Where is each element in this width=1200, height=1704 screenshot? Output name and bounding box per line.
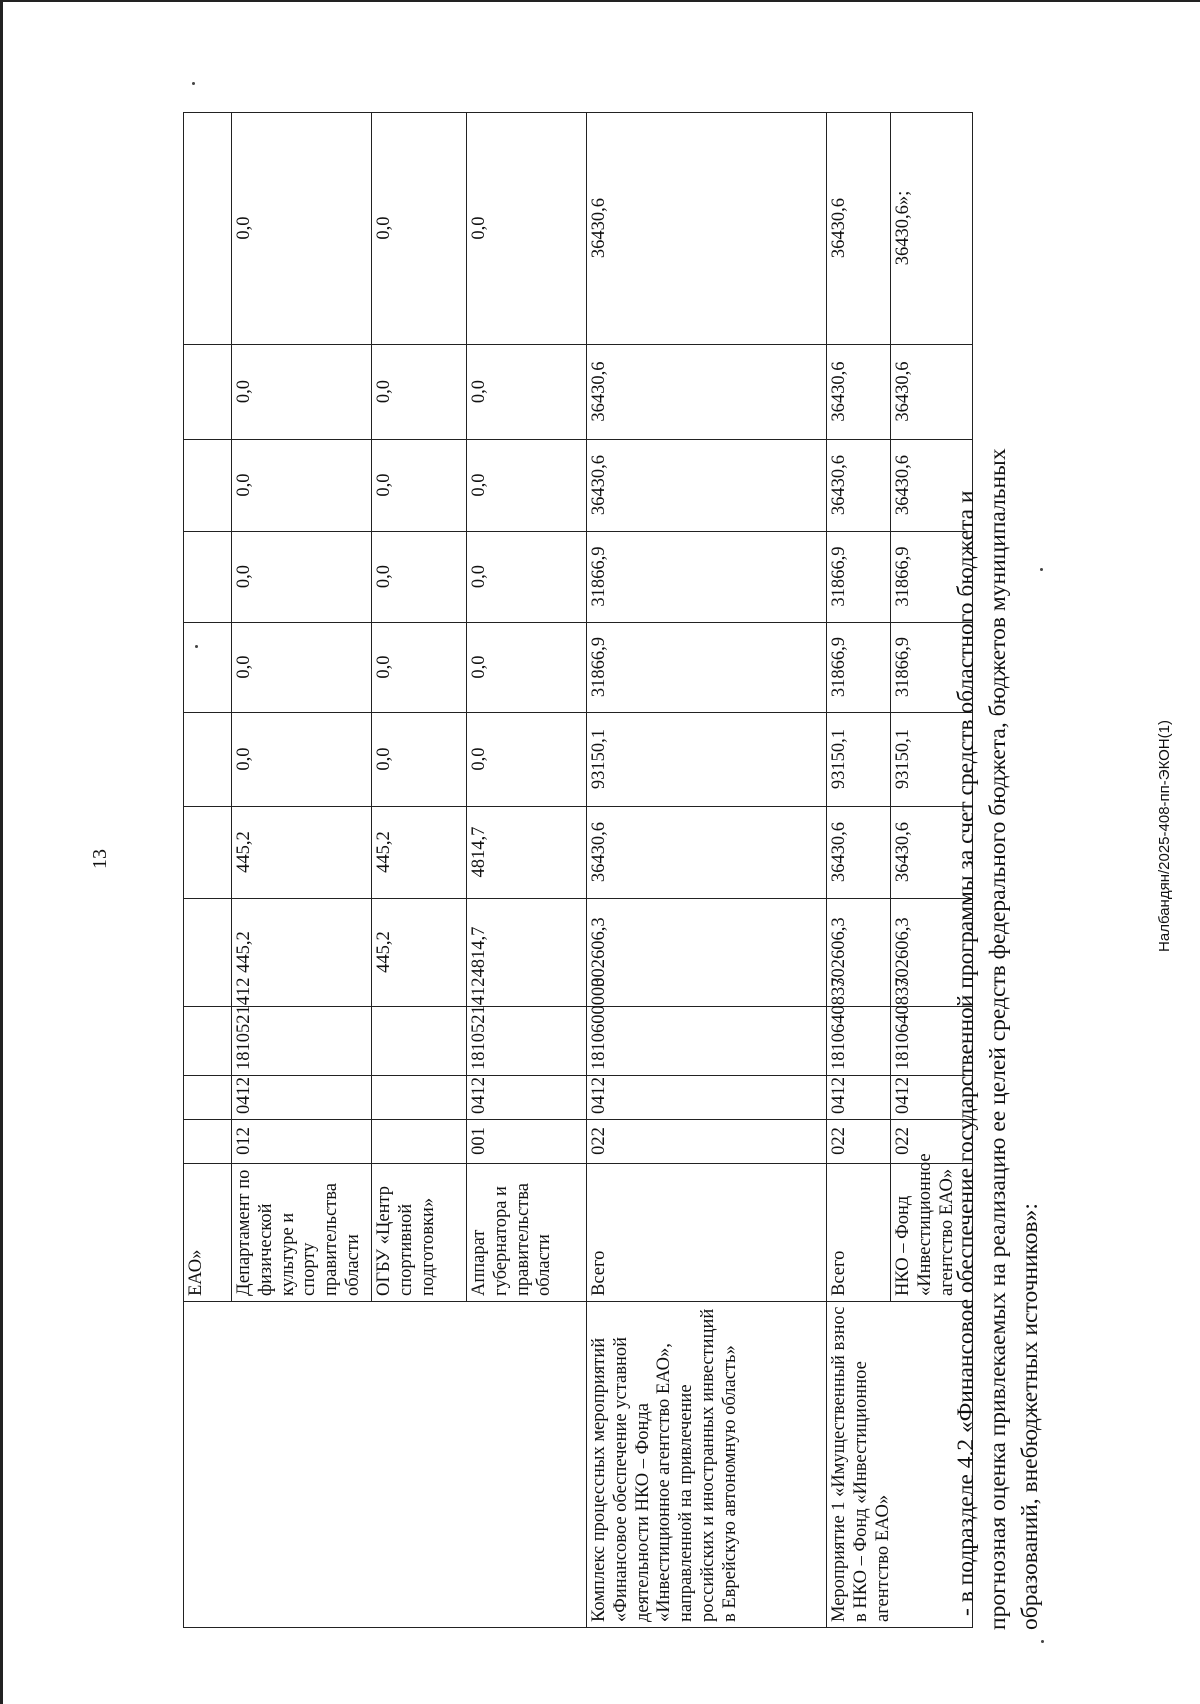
table-cell: Департамент по физической культуре и спорту правительства области (232, 1164, 372, 1302)
table-cell: 36430,6 (827, 807, 891, 899)
finance-table (183, 112, 973, 1628)
table-cell: 022 (587, 1120, 827, 1164)
table-cell: 1810640837 (891, 1007, 973, 1076)
table-cell: 1810640837 (827, 1007, 891, 1076)
table-cell: 022 (827, 1120, 891, 1164)
table-cell: 0,0 (372, 345, 467, 440)
table-cell: 0,0 (467, 713, 587, 807)
table-cell: 0,0 (372, 532, 467, 623)
footer-code: Налбандян/2025-408-пп-ЭКОН(1) (1156, 720, 1173, 952)
table-cell: 445,2 (372, 899, 467, 1007)
table-cell (184, 713, 232, 807)
table-row (827, 113, 891, 1628)
paragraph-line: - в подразделе 4.2 «Финансовое обеспечение государственной программы за счет средств областного бюджета и (953, 490, 979, 1616)
table-cell (372, 1007, 467, 1076)
table-cell: 36430,6 (827, 113, 891, 345)
table-cell: 36430,6»; (891, 113, 973, 345)
scan-edge-top (0, 0, 1200, 2)
table-cell: 0,0 (232, 345, 372, 440)
table-cell: 0,0 (467, 623, 587, 713)
table-cell: 36430,6 (587, 440, 827, 532)
table-cell: 001 (467, 1120, 587, 1164)
scan-speck (192, 82, 195, 85)
table-cell: 0412 (587, 1076, 827, 1120)
table-cell: 445,2 (232, 807, 372, 899)
table-cell: 31866,9 (587, 532, 827, 623)
table-cell: 0,0 (232, 532, 372, 623)
table-cell (184, 807, 232, 899)
table-cell: 36430,6 (587, 345, 827, 440)
table-cell: 1810521412 (232, 1007, 372, 1076)
table-cell: 0,0 (372, 713, 467, 807)
table-cell (184, 899, 232, 1007)
table-cell (372, 1076, 467, 1120)
table-cell: 31866,9 (827, 623, 891, 713)
rotated-content (160, 110, 1100, 1630)
table-cell: 0,0 (372, 440, 467, 532)
table-cell: 1810521412 (467, 1007, 587, 1076)
table-cell: 36430,6 (891, 440, 973, 532)
table-cell: 0,0 (232, 113, 372, 345)
table-cell: 012 (232, 1120, 372, 1164)
table-cell: 36430,6 (827, 440, 891, 532)
table-cell: 0,0 (467, 532, 587, 623)
table-cell: 0412 (827, 1076, 891, 1120)
table-cell: 36430,6 (891, 807, 973, 899)
table-cell: 0,0 (372, 623, 467, 713)
table-cell: 31866,9 (827, 532, 891, 623)
table-cell: 0412 (891, 1076, 973, 1120)
table-cell: 36430,6 (587, 113, 827, 345)
paragraph-line: прогнозная оценка привлекаемых на реализацию ее целей средств федерального бюджета, бюджетов муниципальных (985, 448, 1011, 1630)
table-cell: 0,0 (467, 345, 587, 440)
table-cell: 0,0 (232, 713, 372, 807)
table-cell: 36430,6 (891, 345, 973, 440)
table-cell: 302606,3 (587, 899, 827, 1007)
scan-speck (1041, 1640, 1044, 1643)
table-cell: 4814,7 (467, 899, 587, 1007)
table-cell: 31866,9 (587, 623, 827, 713)
table-cell: 93150,1 (891, 713, 973, 807)
table-row (184, 113, 232, 1628)
table-cell: 93150,1 (587, 713, 827, 807)
table-cell: Мероприятие 1 «Имущественный взнос в НКО – Фонд «Инвестиционное агентство ЕАО» (827, 1302, 973, 1628)
table-cell: 31866,9 (891, 532, 973, 623)
paragraph-line: образований, внебюджетных источников»: (1017, 1203, 1043, 1630)
table-cell: Всего (827, 1164, 891, 1302)
table-cell: 4814,7 (467, 807, 587, 899)
table-cell: 0,0 (372, 113, 467, 345)
table-cell: Всего (587, 1164, 827, 1302)
table-cell (184, 1120, 232, 1164)
table-cell (184, 623, 232, 713)
table-cell: 1810600000 (587, 1007, 827, 1076)
table-cell (184, 1302, 587, 1628)
table-cell: 302606,3 (891, 899, 973, 1007)
page-number: 13 (89, 849, 111, 869)
table-cell: ЕАО» (184, 1164, 232, 1302)
table-cell: Аппарат губернатора и правительства области (467, 1164, 587, 1302)
table-cell (184, 1007, 232, 1076)
table-cell: 0412 (232, 1076, 372, 1120)
table-cell (184, 440, 232, 532)
scan-edge-left (0, 0, 3, 1704)
table-cell: Комплекс процессных мероприятий «Финансовое обеспечение уставной деятельности НКО – Фонда «Инвестиционное агентство ЕАО», направленной на привлечение российских и иностранных инвестиций в Еврейскую автономную область» (587, 1302, 827, 1628)
table-cell: 0,0 (467, 113, 587, 345)
table-cell: 445,2 (372, 807, 467, 899)
table-cell: 31866,9 (891, 623, 973, 713)
table-cell: 302606,3 (827, 899, 891, 1007)
table-cell: НКО – Фонд «Инвестиционное агентство ЕАО» (891, 1164, 973, 1302)
table-cell: 445,2 (232, 899, 372, 1007)
table-row (587, 113, 827, 1628)
table-cell: 0412 (467, 1076, 587, 1120)
table-cell: 022 (891, 1120, 973, 1164)
table-cell (184, 1076, 232, 1120)
table-cell: 36430,6 (827, 345, 891, 440)
table-cell (184, 345, 232, 440)
table-cell (372, 1120, 467, 1164)
table-cell: 0,0 (232, 440, 372, 532)
table-cell: 36430,6 (587, 807, 827, 899)
table-cell (184, 113, 232, 345)
table-cell (184, 532, 232, 623)
table-cell: 0,0 (467, 440, 587, 532)
table-cell: ОГБУ «Центр спортивной подготовки» (372, 1164, 467, 1302)
table-cell: 93150,1 (827, 713, 891, 807)
table-cell: 0,0 (232, 623, 372, 713)
